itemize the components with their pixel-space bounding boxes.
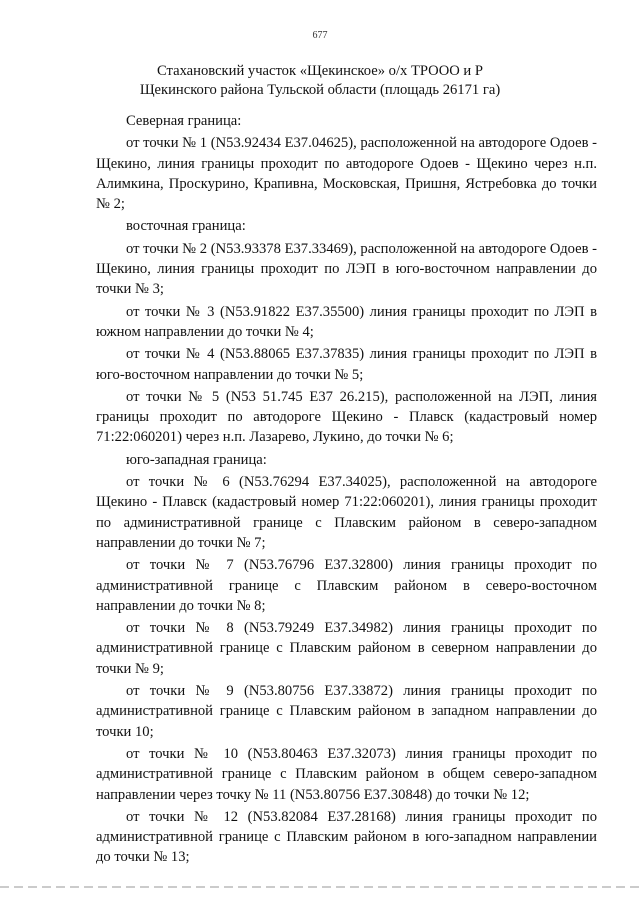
section-heading: восточная граница: bbox=[126, 218, 246, 235]
document-body bbox=[96, 111, 597, 870]
boundary-paragraph: от точки № 5 (N53 51.745 E37 26.215), расположенной на ЛЭП, линия границы проходит по автодороге Щекино - Плавск (кадастровый номер 71:22:060201) через н.п. Лазарево, Лукино, до точки № 6; bbox=[96, 388, 597, 446]
boundary-paragraph: от точки № 4 (N53.88065 E37.37835) линия границы проходит по ЛЭП в юго-восточном направлении до точки № 5; bbox=[96, 346, 597, 383]
boundary-paragraph: от точки № 7 (N53.76796 E37.32800) линия границы проходит по административной границе с Плавским районом в северо-восточном направлении до точки № 8; bbox=[96, 557, 597, 614]
boundary-paragraph: от точки № 8 (N53.79249 E37.34982) линия границы проходит по административной границе с Плавским районом в северном направлении до точки № 9; bbox=[96, 620, 597, 677]
boundary-paragraph: от точки № 12 (N53.82084 E37.28168) линия границы проходит по административной границе с Плавским районом в юго-западном направлении до точки № 13; bbox=[96, 808, 597, 866]
section-heading: юго-западная граница: bbox=[126, 451, 267, 468]
boundary-paragraph: от точки № 2 (N53.93378 E37.33469), расположенной на автодороге Одоев - Щекино, линия границы проходит по ЛЭП в юго-восточном направлении до точки № 3; bbox=[96, 240, 597, 298]
boundary-paragraph: от точки № 10 (N53.80463 E37.32073) линия границы проходит по административной границе с Плавским районом в общем северо-западном направлении через точку № 11 (N53.80756 E37.30848) до точки № 12; bbox=[96, 745, 597, 803]
boundary-paragraph: от точки № 3 (N53.91822 E37.35500) линия границы проходит по ЛЭП в южном направлении до точки № 4; bbox=[96, 303, 597, 340]
document-title bbox=[100, 62, 540, 100]
scan-edge-artifact bbox=[0, 886, 640, 888]
boundary-paragraph: от точки № 9 (N53.80756 E37.33872) линия границы проходит по административной границе с Плавским районом в западном направлении до точки 10; bbox=[96, 683, 597, 740]
section-heading: Северная граница: bbox=[126, 113, 242, 129]
boundary-paragraph: от точки № 1 (N53.92434 E37.04625), расположенной на автодороге Одоев - Щекино, линия границы проходит по автодороге Одоев - Щекино через н.п. Алимкина, Проскурино, Крапивна, Московская, Пришня, Ястребовка до точки № 2; bbox=[96, 135, 597, 213]
boundary-paragraph: от точки № 6 (N53.76294 E37.34025), расположенной на автодороге Щекино - Плавск (кадастровый номер 71:22:060201), линия границы проходит по административной границе с Плавским районом в северо-западном направлении до точки № 7; bbox=[96, 474, 597, 551]
title-line-2: Щекинского района Тульской области (площадь 26171 га) bbox=[139, 82, 501, 98]
page-number: 677 bbox=[312, 30, 328, 41]
title-line-1: Стахановский участок «Щекинское» о/х ТРООО и Р bbox=[157, 63, 483, 79]
